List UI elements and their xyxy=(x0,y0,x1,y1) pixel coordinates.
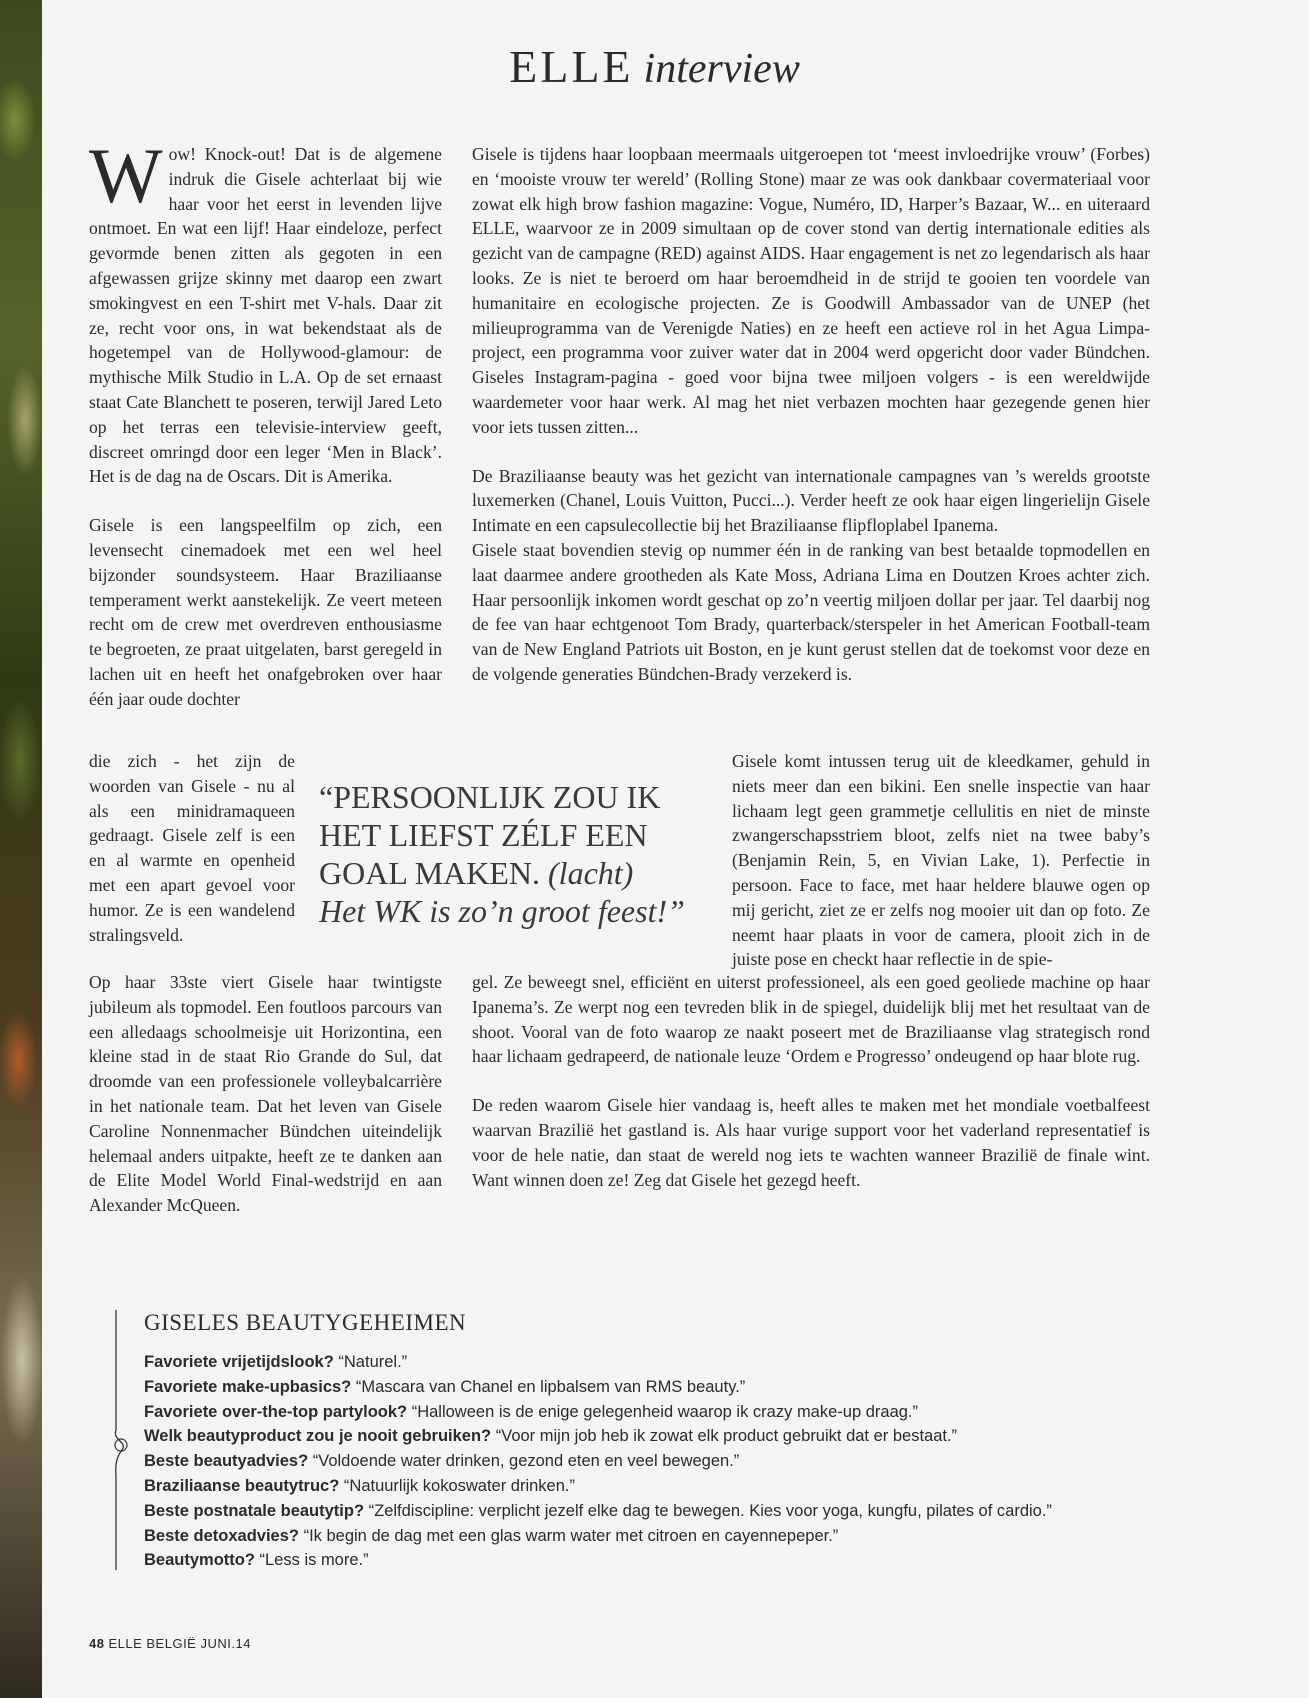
beauty-box-title: GISELES BEAUTYGEHEIMEN xyxy=(144,1310,467,1335)
pull-quote xyxy=(319,778,699,930)
beauty-answer: “Mascara van Chanel en lipbalsem van RMS beauty.” xyxy=(351,1377,746,1396)
left-column xyxy=(89,132,442,712)
paragraph: Gisele is tijdens haar loopbaan meermaals uitgeroepen tot ‘meest invloedrijke vrouw’ (Forbes) en ‘mooiste vrouw ter wereld’ (Rolling Stone) maar ze was ook dankbaar covermateriaal voor zowat elk high brow fashion magazine: Vogue, Numéro, ID, Harper’s Bazaar, W... en uiteraard ELLE, waarvoor ze in 2009 simultaan op de cover stond van dertig internationale edities als gezicht van de campagne (RED) against AIDS. Haar engagement is net zo legendarisch als haar looks. Ze is niet te beroerd om haar beroemdheid in de strijd te gooien ten voordele van humanitaire en ecologische projecten. Ze is Goodwill Ambassador van de UNEP (het milieuprogramma van de Verenigde Naties) en ze heeft een actieve rol in het Agua Limpa-project, een programma voor zuiver water dat in 2004 werd opgericht door vader Bündchen. Giseles Instagram-pagina - goed voor bijna twee miljoen volgers - is een wereldwijde waardemeter voor haar werk. Al mag het niet verbazen mochten haar gezegende genen hier voor iets tussen zitten... xyxy=(472,144,1150,437)
paragraph: gel. Ze beweegt snel, efficiënt en uiterst professioneel, als een goed geoliede machine op haar Ipanema’s. Ze werpt nog een tevreden blik in de spiegel, duidelijk blij met het resultaat van de shoot. Vooral van de foto waarop ze naakt poseert met de Braziliaanse vlag strategisch rond haar lichaam gedrapeerd, de nationale leuze ‘Ordem e Progresso’ ondeugend op haar blote rug. xyxy=(472,972,1150,1067)
paragraph: Gisele staat bovendien stevig op nummer één in de ranking van best betaalde topmodellen en laat daarmee andere grootheden als Kate Moss, Adriana Lima en Doutzen Kroes achter zich. Haar persoonlijk inkomen wordt geschat op zo’n veertig miljoen dollar per jaar. Tel daarbij nog de fee van haar echtgenoot Tom Brady, quarterback/sterspeler in het American Football-team van de New England Patriots uit Boston, en je kunt gerust stellen dat de toekomst voor deze en de volgende generaties Bündchen-Brady verzekerd is. xyxy=(472,539,1150,684)
folio-text: ELLE BELGIË JUNI.14 xyxy=(108,1636,251,1651)
pull-quote-aside: (lacht) xyxy=(548,855,634,891)
beauty-qa-item xyxy=(144,1499,1172,1524)
beauty-question: Beste detoxadvies? xyxy=(144,1526,299,1545)
beauty-question: Favoriete over-the-top partylook? xyxy=(144,1402,408,1421)
right-column xyxy=(472,142,1150,711)
pull-quote-tail: Het WK is zo’n groot feest!” xyxy=(319,893,685,929)
beauty-qa-item xyxy=(144,1424,1172,1449)
beauty-qa-item xyxy=(144,1375,1172,1400)
beauty-question: Welk beautyproduct zou je nooit gebruiken? xyxy=(144,1427,492,1446)
beauty-question: Favoriete make-upbasics? xyxy=(144,1377,352,1396)
paragraph: Wow! Knock-out! Dat is de algemene indruk die Gisele achterlaat bij wie haar voor het eerst in levenden lijve ontmoet. En wat een lijf! Haar eindeloze, perfect gevormde benen zitten als gegoten in een afgewassen grijze skinny met daarop een zwart smokingvest en een T-shirt met V-hals. Daar zit ze, recht voor ons, in wat bekendstaat als de hogetempel van de Hollywood-glamour: de mythische Milk Studio in L.A. Op de set ernaast staat Cate Blanchett te poseren, terwijl Jared Leto op het terras een televisie-interview geeft, discreet omringd door een leger ‘Men in Black’. Het is de dag na de Oscars. Dit is Amerika. xyxy=(89,132,442,487)
page-number: 48 xyxy=(89,1636,105,1651)
page-header xyxy=(0,40,1309,93)
right-column-continued xyxy=(732,749,1150,996)
paragraph: De Braziliaanse beauty was het gezicht van internationale campagnes van ’s werelds grootste luxemerken (Chanel, Louis Vuitton, Pucci...). Verder heeft ze ook haar eigen lingerielijn Gisele Intimate en een capsulecollectie bij het Braziliaanse flipfloplabel Ipanema. xyxy=(472,465,1150,536)
beauty-answer: “Less is more.” xyxy=(254,1551,369,1570)
beauty-answer: “Ik begin de dag met een glas warm water met citroen en cayennepeper.” xyxy=(298,1526,839,1545)
beauty-question: Beste beautyadvies? xyxy=(144,1452,309,1471)
left-column-bottom xyxy=(89,970,442,1242)
bracket-ornament-icon xyxy=(112,1310,132,1570)
beauty-answer: “Naturel.” xyxy=(333,1353,408,1371)
beauty-qa-item xyxy=(144,1474,1172,1499)
beauty-qa-item xyxy=(144,1350,1172,1375)
drop-cap: W xyxy=(89,132,163,219)
beauty-answer: “Voldoende water drinken, gezond eten en veel bewegen.” xyxy=(308,1452,740,1471)
photo-edge-strip xyxy=(0,0,42,1698)
beauty-question: Favoriete vrijetijdslook? xyxy=(144,1353,334,1371)
beauty-qa-item xyxy=(144,1548,1172,1573)
beauty-answer: “Halloween is de enige gelegenheid waarop ik crazy make-up draag.” xyxy=(407,1402,918,1421)
paragraph: Op haar 33ste viert Gisele haar twintigste jubileum als topmodel. Een foutloos parcours van een alledaags schoolmeisje uit Horizontina, een kleine stad in de staat Rio Grande do Sul, dat droomde van een professionele volleybalcarrière in het nationale team. Dat het leven van Gisele Caroline Nonnenmacher Bündchen uiteindelijk helemaal anders uitpakte, heeft ze te danken aan de Elite Model World Final-wedstrijd en aan Alexander McQueen. xyxy=(89,972,442,1216)
magazine-brand: ELLE xyxy=(509,41,634,92)
beauty-answer: “Voor mijn job heb ik zowat elk product gebruikt dat er bestaat.” xyxy=(491,1427,958,1446)
paragraph: die zich - het zijn de woorden van Gisele - nu al als een minidramaqueen gedraagt. Gisele zelf is een en al warmte en openheid met een apart gevoel voor humor. Ze is een wandelend stralingsveld. xyxy=(89,751,295,945)
beauty-question: Braziliaanse beautytruc? xyxy=(144,1476,340,1495)
beauty-qa-item xyxy=(144,1400,1172,1425)
beauty-answer: “Zelfdiscipline: verplicht jezelf elke dag te bewegen. Kies voor yoga, kungfu, pilates of cardio.” xyxy=(364,1501,1052,1520)
paragraph: De reden waarom Gisele hier vandaag is, heeft alles te maken met het mondiale voetbalfeest waarvan Brazilië het gastland is. Als haar vurige support voor het vaderland representatief is voor de hele natie, dan staat de wereld nog iets te wachten wanneer Brazilië de finale wint. Want winnen doen ze! Zeg dat Gisele het gezegd heeft. xyxy=(472,1095,1150,1190)
beauty-secrets-box xyxy=(112,1310,1172,1573)
paragraph: Gisele komt intussen terug uit de kleedkamer, gehuld in niets meer dan een bikini. Een snelle inspectie van haar lichaam legt geen grammetje cellulitis en niet de minste zwangerschapsstriem bloot, zelfs niet na twee baby’s (Benjamin Rein, 5, en Vivian Lake, 1). Perfectie in persoon. Face to face, met haar heldere blauwe ogen op mij gericht, ziet ze er zelfs nog mooier uit dan op foto. Ze neemt haar plaats in voor de camera, plooit zich in de juiste pose en checkt haar reflectie in de spie- xyxy=(732,751,1150,970)
paragraph: Gisele is een langspeelfilm op zich, een levensecht cinemadoek met een wel heel bijzonder soundsysteem. Haar Braziliaanse temperament werkt aanstekelijk. Ze veert meteen recht om de crew met overdreven enthousiasme te begroeten, ze praat uitgelaten, barst geregeld in lachen uit en heeft het onafgebroken over haar één jaar oude dochter xyxy=(89,515,442,709)
beauty-qa-item xyxy=(144,1524,1172,1549)
page-folio xyxy=(89,1636,251,1651)
left-column-continued xyxy=(89,749,295,971)
beauty-answer: “Natuurlijk kokoswater drinken.” xyxy=(339,1476,575,1495)
beauty-qa-item xyxy=(144,1449,1172,1474)
beauty-question: Beste postnatale beautytip? xyxy=(144,1501,365,1520)
beauty-question: Beautymotto? xyxy=(144,1551,255,1570)
pull-quote-main: “PERSOONLIJK ZOU IK HET LIEFST ZÉLF EEN GOAL MAKEN. xyxy=(319,779,661,891)
beauty-qa-list xyxy=(144,1350,1172,1573)
section-title: interview xyxy=(643,46,800,92)
right-column-bottom xyxy=(472,970,1150,1216)
